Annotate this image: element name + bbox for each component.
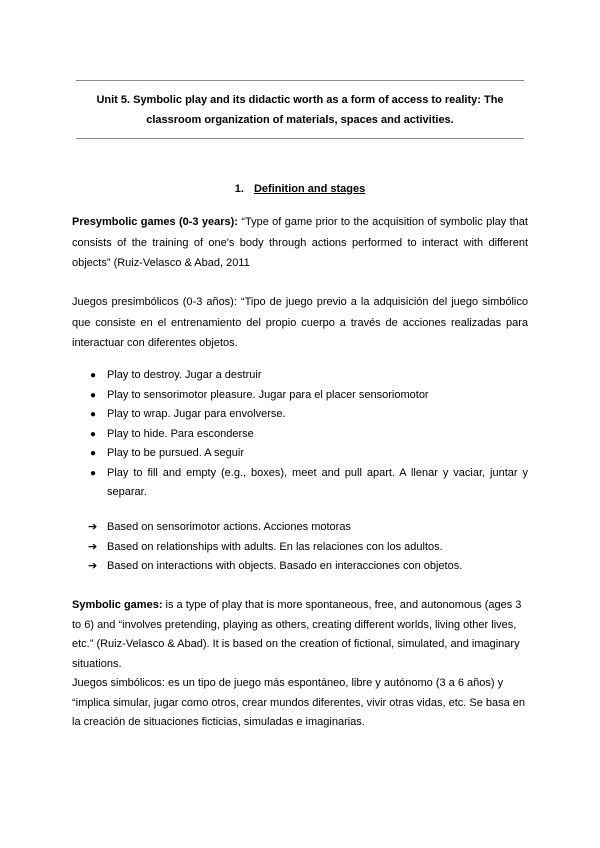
list-item-text: Play to sensorimotor pleasure. Jugar para el placer sensoriomotor [107,388,429,401]
list-item [72,518,528,538]
bullet-icon: ● [90,409,97,420]
presymbolic-spanish-paragraph: Juegos presimbólicos (0-3 años): “Tipo de juego previo a la adquisición del juego simbólico que consiste en el entrenamiento del propio cuerpo a través de acciones realizadas para interactuar con diferentes objetos. [72,296,528,349]
list-item [72,405,528,425]
section-title: Definition and stages [253,183,366,195]
list-item-text: Play to wrap. Jugar para envolverse. [107,408,286,420]
presymbolic-english-paragraph [72,212,528,274]
list-item-text: Play to fill and empty (e.g., boxes), meet and pull apart. A llenar y vaciar, juntar y separar. [107,466,528,498]
section-heading [76,180,524,198]
list-item [72,366,528,386]
play-types-list [72,366,528,503]
list-item-text: Play to hide. Para esconderse [107,427,254,440]
symbolic-text: is a type of play that is more spontaneous, free, and autonomous (ages 3 to 6) and “involves pretending, playing as others, creating different worlds, living other lives, etc.” (Ruiz-Velasco & Abad). It is based on the creation of fictional, simulated, and imaginary situations. [72,599,522,670]
bullet-icon: ● [90,448,97,459]
presymbolic-text: “Type of game prior to the acquisition of symbolic play that consists of the training of one's body through actions performed to interact with different objects” (Ruiz-Velasco & Abad, 2011 [72,216,528,269]
basis-list [72,518,528,577]
top-rule [76,80,524,81]
symbolic-spanish-paragraph: Juegos simbólicos: es un tipo de juego más espontáneo, libre y autónomo (3 a 6 años) y “implica simular, jugar como otros, crear mundos diferentes, vivir otras vidas, etc. Se basa en la creación de situaciones ficticias, simuladas e imaginarias. [72,677,526,728]
list-item [72,386,528,406]
bullet-icon: ● [90,467,97,479]
list-item-text: Play to be pursued. A seguir [107,447,244,459]
list-item-text: Play to destroy. Jugar a destruir [107,369,262,381]
bullet-icon: ● [90,428,97,440]
symbolic-lead: Symbolic games: [72,599,163,611]
presymbolic-lead: Presymbolic games (0-3 years): [72,216,238,228]
list-item [72,425,528,445]
list-item-text: Based on relationships with adults. En las relaciones con los adultos. [107,540,443,553]
bullet-icon: ● [90,389,97,401]
list-item [72,464,528,503]
list-item-text: Based on sensorimotor actions. Acciones motoras [107,521,351,533]
symbolic-english-paragraph [72,596,528,674]
arrow-icon: ➔ [88,540,98,553]
list-item [72,538,528,558]
bullet-icon: ● [90,370,97,381]
list-item [72,557,528,577]
title-bottom-rule [76,138,524,139]
list-item [72,444,528,464]
arrow-icon: ➔ [88,521,98,533]
list-item-text: Based on interactions with objects. Basado en interacciones con objetos. [107,560,463,572]
section-number: 1. [234,183,244,195]
arrow-icon: ➔ [88,560,98,572]
document-title: Unit 5. Symbolic play and its didactic worth as a form of access to reality: The classroom organization of materials, spaces and activities. [96,94,504,126]
